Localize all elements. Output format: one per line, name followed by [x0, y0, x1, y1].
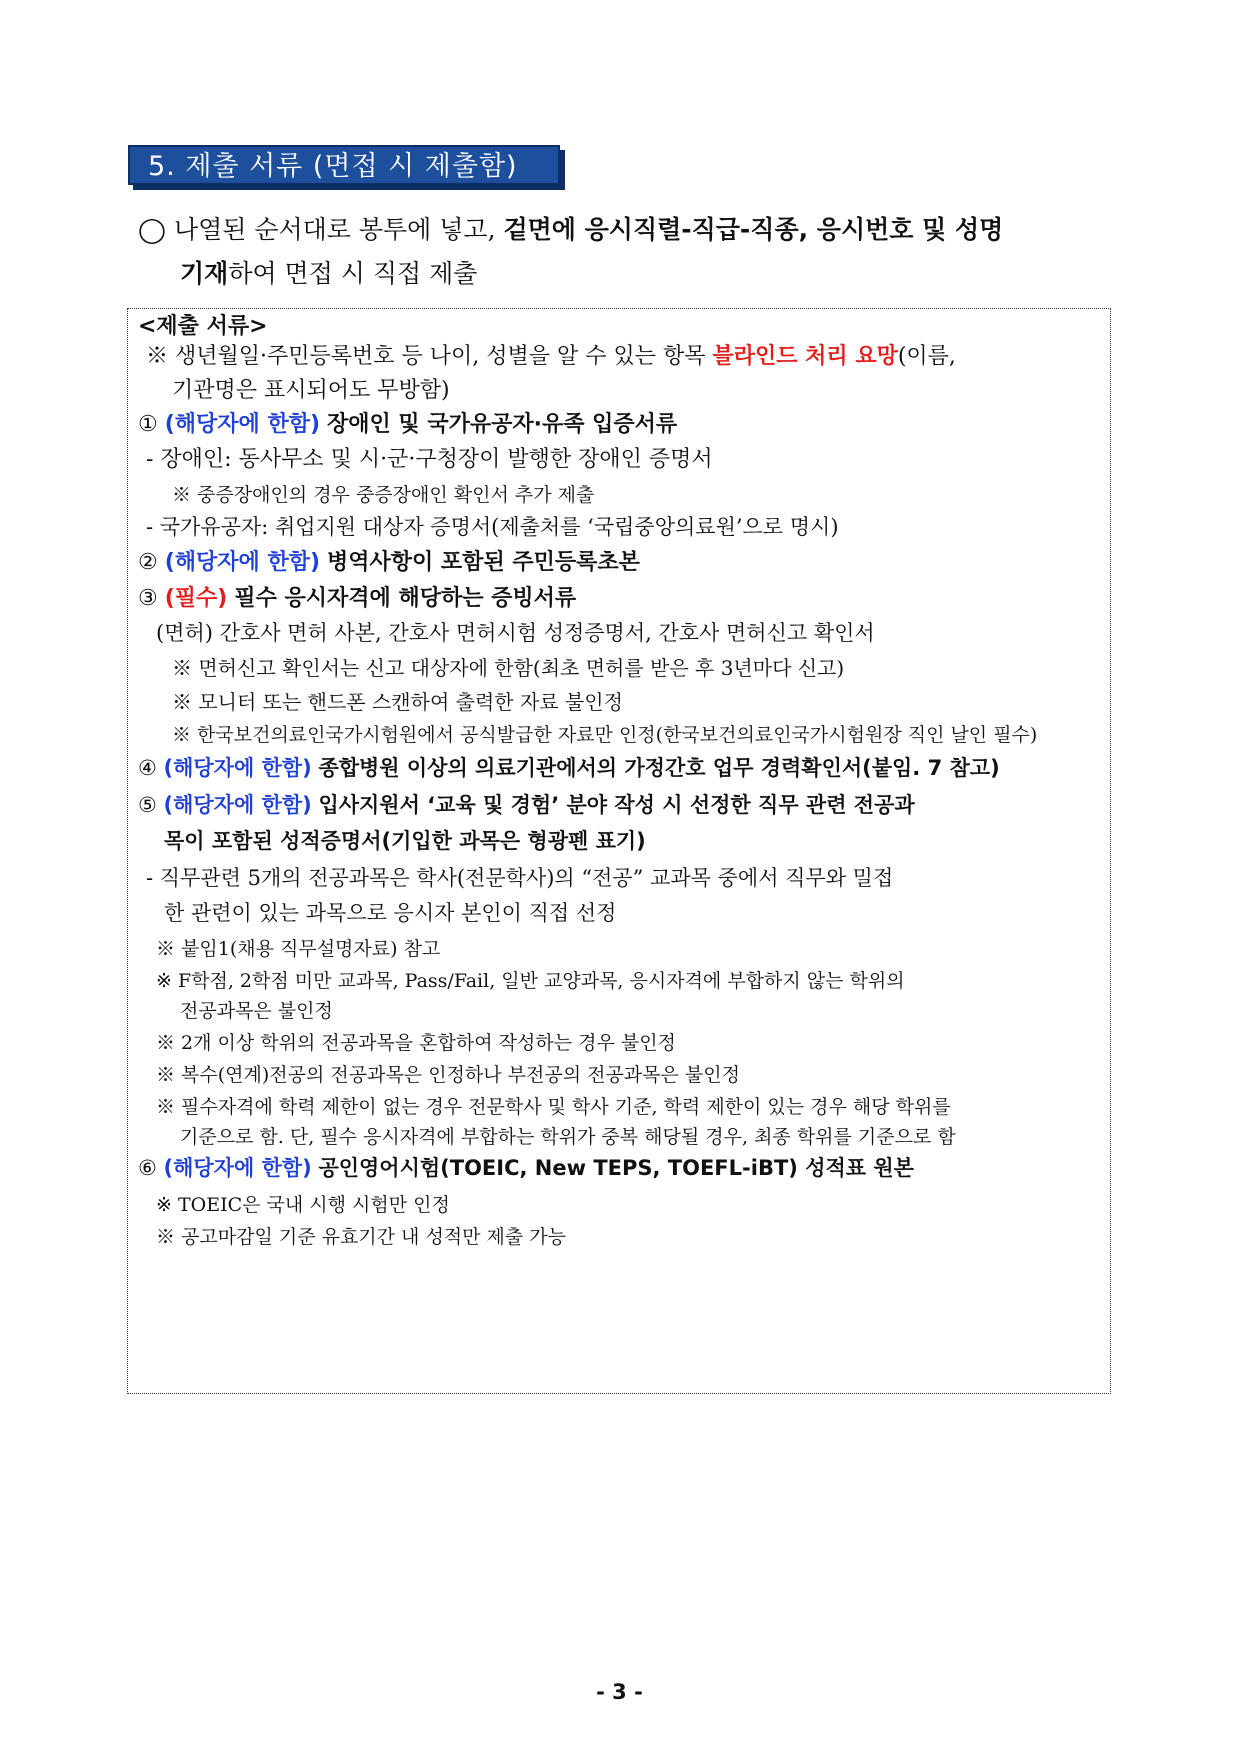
item-title: 필수 응시자격에 해당하는 증빙서류: [234, 586, 577, 611]
circle-bullet: ◯: [138, 215, 166, 244]
note-blind: [146, 339, 956, 370]
item-number: ⑥: [138, 1156, 157, 1180]
item-2: [138, 545, 640, 576]
item-tag: (해당자에 한함): [163, 793, 312, 817]
item-5-note-2: ※ F학점, 2학점 미만 교과목, Pass/Fail, 일반 교양과목, 응시자격에 부합하지 않는 학위의: [156, 970, 905, 992]
item-tag: (해당자에 한함): [163, 756, 312, 780]
item-tag: (해당자에 한함): [163, 1156, 312, 1180]
item-6: [138, 1152, 914, 1182]
item-number: ②: [138, 550, 158, 575]
item-6-note-2: ※ 공고마감일 기준 유효기간 내 성적만 제출 가능: [156, 1226, 567, 1248]
item-6-note-1: ※ TOEIC은 국내 시행 시험만 인정: [156, 1194, 450, 1216]
item-1-detail-1: - 장애인: 동사무소 및 시·군·구청장이 발행한 장애인 증명서: [146, 447, 713, 472]
item-5-detail-cont: 한 관련이 있는 과목으로 응시자 본인이 직접 선정: [164, 901, 617, 925]
item-number: ④: [138, 756, 157, 780]
note-blind-cont: 기관명은 표시되어도 무방함): [172, 378, 450, 403]
box-title: <제출 서류>: [138, 314, 268, 339]
item-5-detail: - 직무관련 5개의 전공과목은 학사(전문학사)의 “전공” 교과목 중에서 직무와 밀접: [146, 866, 894, 890]
item-3-note-3: ※ 한국보건의료인국가시험원에서 공식발급한 자료만 인정(한국보건의료인국가시험원장 직인 날인 필수): [172, 724, 1038, 746]
item-title: 공인영어시험(TOEIC, New TEPS, TOEFL-iBT) 성적표 원본: [318, 1156, 914, 1180]
note-mark: ※: [146, 344, 169, 369]
item-5-note-2-cont: 전공과목은 불인정: [180, 1000, 333, 1022]
item-1-detail-2: - 국가유공자: 취업지원 대상자 증명서(제출처를 ‘국립중앙의료원’으로 명시): [146, 515, 839, 539]
item-number: ⑤: [138, 793, 157, 817]
item-3-note-2: ※ 모니터 또는 핸드폰 스캔하여 출력한 자료 불인정: [172, 690, 623, 714]
item-5-note-4: ※ 복수(연계)전공의 전공과목은 인정하나 부전공의 전공과목은 불인정: [156, 1064, 740, 1086]
section-heading: 5. 제출 서류 (면접 시 제출함): [128, 145, 560, 185]
note-text-post: (이름,: [897, 344, 956, 369]
item-4: [138, 752, 1000, 782]
item-number: ①: [138, 412, 158, 437]
intro-line-1: [138, 208, 1118, 252]
item-1: [138, 407, 677, 438]
intro-text-2: 하여 면접 시 직접 제출: [228, 259, 478, 288]
item-5-note-3: ※ 2개 이상 학위의 전공과목을 혼합하여 작성하는 경우 불인정: [156, 1032, 676, 1054]
item-title: 병역사항이 포함된 주민등록초본: [327, 550, 640, 575]
item-tag: (해당자에 한함): [164, 412, 321, 437]
item-3: [138, 581, 576, 612]
item-5: [138, 789, 915, 819]
note-text: 생년월일·주민등록번호 등 나이, 성별을 알 수 있는 항목: [175, 344, 713, 369]
item-3-note-1: ※ 면허신고 확인서는 신고 대상자에 한함(최초 면허를 받은 후 3년마다 신고): [172, 656, 845, 680]
intro-paragraph: [138, 208, 1118, 296]
item-5-note-5-cont: 기준으로 함. 단, 필수 응시자격에 부합하는 학위가 중복 해당될 경우, 최종 학위를 기준으로 함: [180, 1126, 956, 1148]
page-number: - 3 -: [596, 1680, 643, 1704]
item-1-note: ※ 중증장애인의 경우 중증장애인 확인서 추가 제출: [172, 484, 595, 506]
item-number: ③: [138, 586, 158, 611]
item-tag: (필수): [164, 586, 228, 611]
intro-bold: 겉면에 응시직렬-직급-직종, 응시번호 및 성명: [503, 215, 1004, 244]
item-5-cont: 목이 포함된 성적증명서(기입한 과목은 형광펜 표기): [164, 829, 646, 853]
item-title: 장애인 및 국가유공자·유족 입증서류: [327, 412, 678, 437]
note-red-text: 블라인드 처리 요망: [712, 344, 898, 369]
item-3-detail: (면허) 간호사 면허 사본, 간호사 면허시험 성정증명서, 간호사 면허신고 확인서: [156, 621, 875, 645]
item-title: 입사지원서 ‘교육 및 경험’ 분야 작성 시 선정한 직무 관련 전공과: [318, 793, 915, 817]
documents-box: [127, 308, 1111, 1394]
item-5-note-1: ※ 붙임1(채용 직무설명자료) 참고: [156, 938, 441, 960]
intro-bold-2: 기재: [180, 259, 229, 288]
item-tag: (해당자에 한함): [164, 550, 321, 575]
item-5-note-5: ※ 필수자격에 학력 제한이 없는 경우 전문학사 및 학사 기준, 학력 제한이 있는 경우 해당 학위를: [156, 1096, 951, 1118]
intro-text: 나열된 순서대로 봉투에 넣고,: [173, 215, 504, 244]
item-title: 종합병원 이상의 의료기관에서의 가정간호 업무 경력확인서(붙임. 7 참고): [318, 756, 1000, 780]
intro-line-2: [138, 252, 1118, 296]
